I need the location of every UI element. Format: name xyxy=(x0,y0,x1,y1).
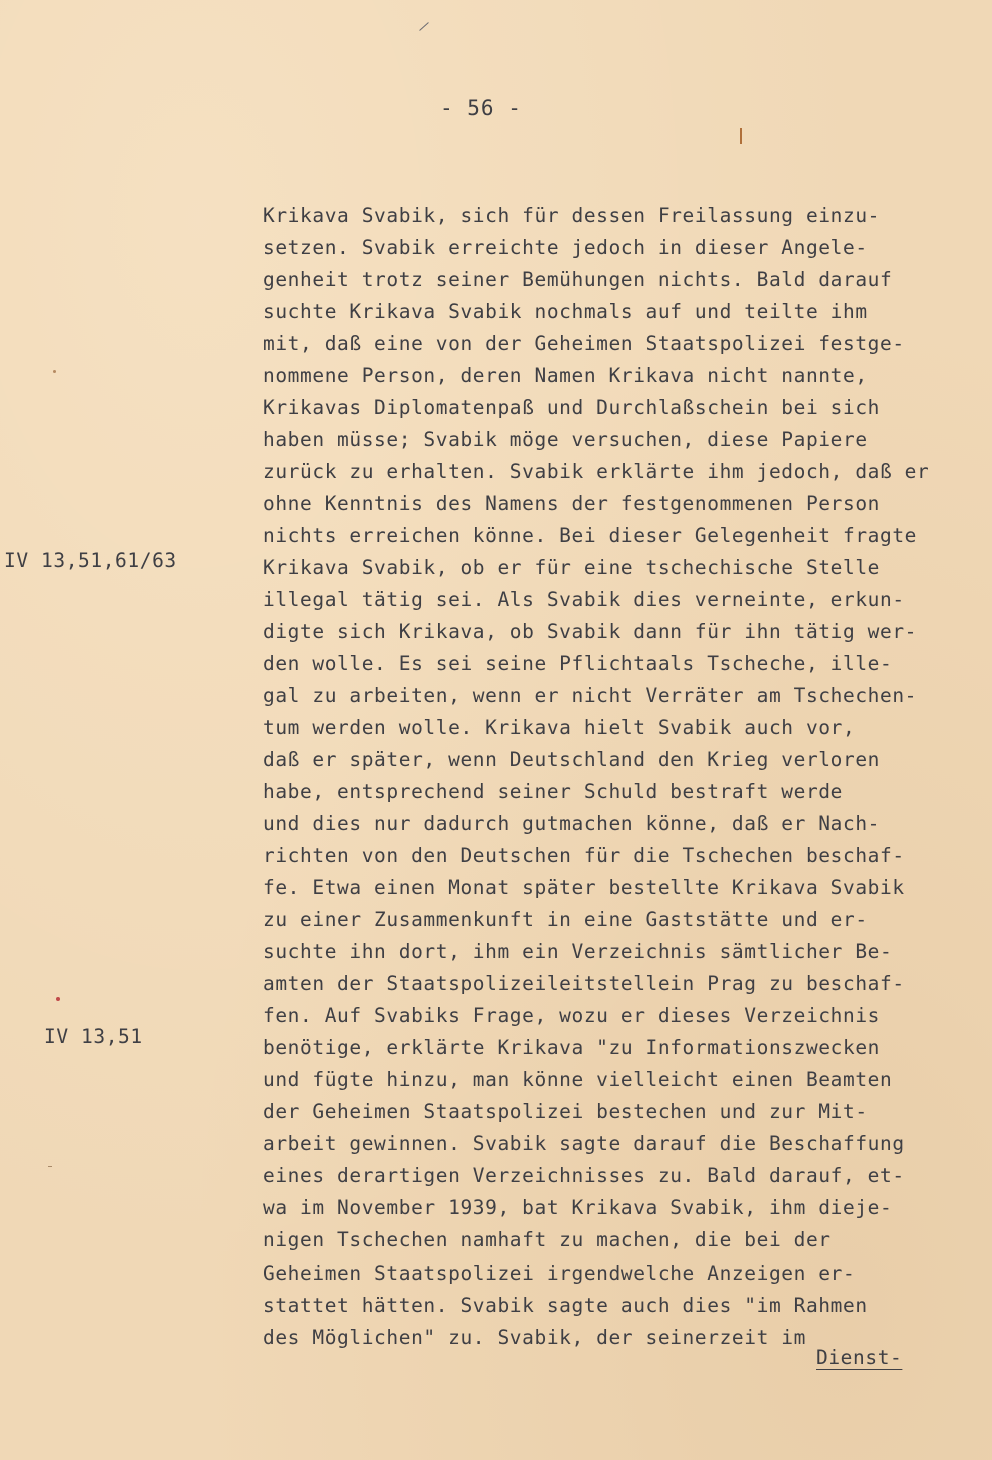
pencil-dash xyxy=(48,1166,52,1167)
text-line: zu einer Zusammenkunft in eine Gaststätte und er- xyxy=(263,908,868,931)
text-line: und dies nur dadurch gutmachen könne, daß er Nach- xyxy=(263,812,880,835)
margin-reference-note: IV 13,51 xyxy=(44,1025,143,1048)
text-line: und fügte hinzu, man könne vielleicht einen Beamten xyxy=(263,1068,893,1091)
text-line: tum werden wolle. Krikava hielt Svabik auch vor, xyxy=(263,716,856,739)
text-line: suchte ihn dort, ihm ein Verzeichnis sämtlicher Be- xyxy=(263,940,893,963)
text-line: Geheimen Staatspolizei irgendwelche Anzeigen er- xyxy=(263,1262,856,1285)
text-line: Krikava Svabik, ob er für eine tschechische Stelle xyxy=(263,556,880,579)
text-line: setzen. Svabik erreichte jedoch in dieser Angele- xyxy=(263,236,868,259)
text-line: nigen Tschechen namhaft zu machen, die bei der xyxy=(263,1228,831,1251)
text-line: nommene Person, deren Namen Krikava nicht nannte, xyxy=(263,364,868,387)
text-line: fe. Etwa einen Monat später bestellte Krikava Svabik xyxy=(263,876,905,899)
text-line: arbeit gewinnen. Svabik sagte darauf die Beschaffung xyxy=(263,1132,905,1155)
text-line: richten von den Deutschen für die Tschechen beschaf- xyxy=(263,844,905,867)
text-line: genheit trotz seiner Bemühungen nichts. Bald darauf xyxy=(263,268,893,291)
text-line: nichts erreichen könne. Bei dieser Gelegenheit fragte xyxy=(263,524,918,547)
text-line: wa im November 1939, bat Krikava Svabik, ihm dieje- xyxy=(263,1196,893,1219)
text-line: suchte Krikava Svabik nochmals auf und teilte ihm xyxy=(263,300,868,323)
text-line: den wolle. Es sei seine Pflichtaals Tscheche, ille- xyxy=(263,652,893,675)
text-line: habe, entsprechend seiner Schuld bestraft werde xyxy=(263,780,843,803)
text-line: haben müsse; Svabik möge versuchen, diese Papiere xyxy=(263,428,868,451)
text-line: digte sich Krikava, ob Svabik dann für ihn tätig wer- xyxy=(263,620,918,643)
paper-speck xyxy=(53,370,56,373)
text-line: Krikavas Diplomatenpaß und Durchlaßschein bei sich xyxy=(263,396,880,419)
pencil-tick-mark xyxy=(419,22,429,31)
text-line: Krikava Svabik, sich für dessen Freilassung einzu- xyxy=(263,204,880,227)
text-line: amten der Staatspolizeileitstellein Prag zu beschaf- xyxy=(263,972,905,995)
text-line: fen. Auf Svabiks Frage, wozu er dieses Verzeichnis xyxy=(263,1004,880,1027)
text-line: daß er später, wenn Deutschland den Krieg verloren xyxy=(263,748,880,771)
text-line: benötige, erklärte Krikava "zu Informationszwecken xyxy=(263,1036,880,1059)
text-line: der Geheimen Staatspolizei bestechen und zur Mit- xyxy=(263,1100,868,1123)
page-number: - 56 - xyxy=(440,96,522,120)
text-line: mit, daß eine von der Geheimen Staatspolizei festge- xyxy=(263,332,905,355)
margin-reference-note: IV 13,51,61/63 xyxy=(4,549,177,572)
text-line: des Möglichen" zu. Svabik, der seinerzeit im xyxy=(263,1326,806,1349)
text-line: ohne Kenntnis des Namens der festgenommenen Person xyxy=(263,492,880,515)
ink-mark xyxy=(740,128,742,144)
text-line: zurück zu erhalten. Svabik erklärte ihm jedoch, daß er xyxy=(263,460,930,483)
body-text xyxy=(263,200,983,1354)
text-line: gal zu arbeiten, wenn er nicht Verräter am Tschechen- xyxy=(263,684,918,707)
text-line: eines derartigen Verzeichnisses zu. Bald darauf, et- xyxy=(263,1164,905,1187)
catchword: Dienst- xyxy=(816,1346,903,1369)
text-line: stattet hätten. Svabik sagte auch dies "im Rahmen xyxy=(263,1294,868,1317)
red-ink-dot xyxy=(56,997,60,1001)
text-line: illegal tätig sei. Als Svabik dies verneinte, erkun- xyxy=(263,588,905,611)
